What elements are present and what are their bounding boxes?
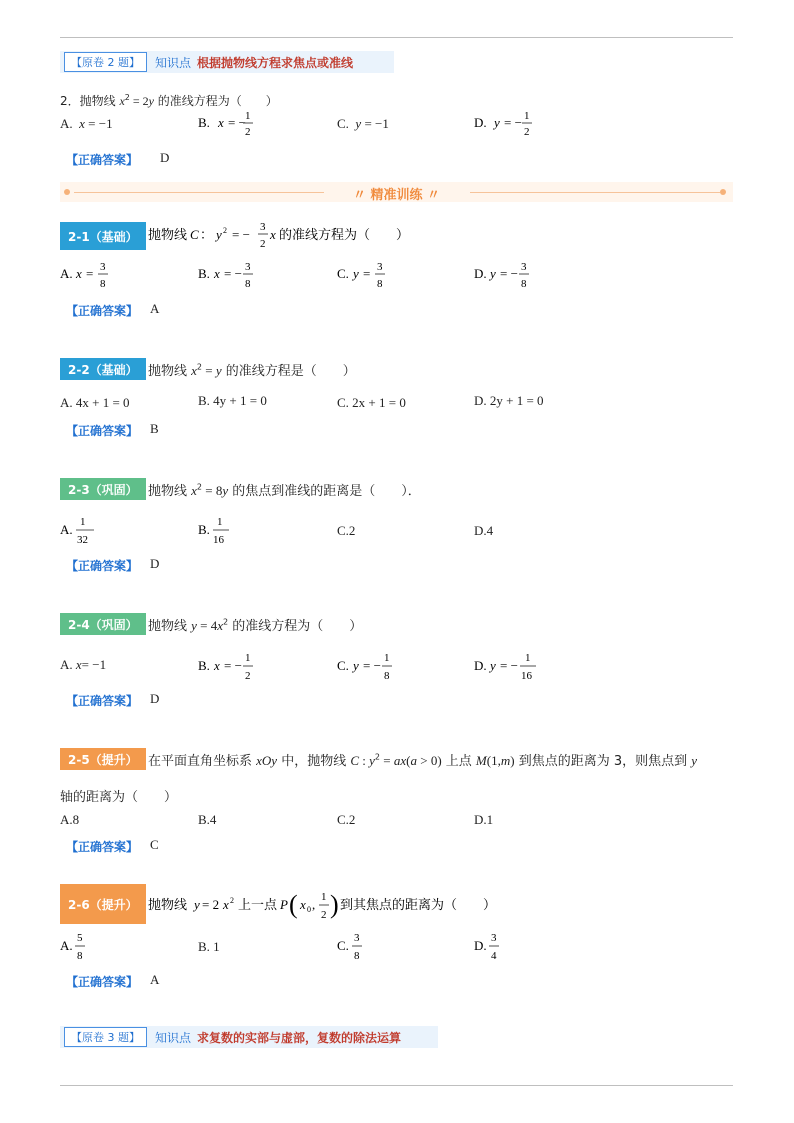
question-stem — [148, 216, 428, 260]
svg-text:8: 8 — [377, 278, 383, 290]
answer-value: A — [150, 972, 160, 987]
answer-value: D — [160, 150, 170, 165]
fraction-svg — [474, 108, 544, 140]
question-stem: 抛物线 $x^2 = 8y$ 的焦点到准线的距离是（ ）． — [148, 482, 421, 499]
answer-value: D — [150, 556, 160, 571]
svg-text:= −: = − — [500, 658, 518, 673]
svg-text:y: y — [216, 227, 222, 242]
original-option-c: C. y = −1 — [337, 116, 389, 131]
svg-text:1: 1 — [524, 110, 530, 122]
svg-text:y: y — [494, 115, 500, 130]
option-a: A.8 — [60, 812, 80, 827]
fraction-svg — [198, 512, 248, 548]
fraction-svg — [198, 648, 268, 684]
svg-text:16: 16 — [521, 670, 532, 682]
bottom-rule — [60, 1085, 733, 1086]
svg-text:x: x — [218, 115, 224, 130]
option-a: A. x= −1 — [60, 657, 107, 672]
svg-text:2: 2 — [321, 909, 327, 921]
answer-label: 【正确答案】 — [66, 153, 139, 167]
option-d — [474, 928, 524, 968]
fraction-svg — [337, 928, 387, 964]
answer-value: A — [150, 301, 160, 316]
svg-text:8: 8 — [77, 950, 83, 962]
svg-text:1: 1 — [245, 110, 251, 122]
option-d: D.4 — [474, 523, 494, 538]
svg-text:2: 2 — [245, 126, 251, 138]
svg-text:C.: C. — [337, 658, 349, 673]
knowledge-point-label: 知识点 — [155, 55, 192, 70]
svg-text:): ) — [330, 890, 339, 919]
svg-text:8: 8 — [354, 950, 360, 962]
svg-text:1: 1 — [525, 652, 531, 664]
option-b: B. 4y + 1 = 0 — [198, 393, 267, 408]
answer-value: D — [150, 691, 160, 706]
svg-text:x: x — [270, 227, 276, 242]
fraction-svg — [198, 108, 268, 140]
svg-text:D.: D. — [474, 266, 487, 281]
option-a — [60, 258, 130, 296]
svg-text:8: 8 — [100, 278, 106, 290]
fraction-svg — [60, 928, 110, 964]
svg-text:3: 3 — [354, 932, 360, 944]
svg-text:=: = — [363, 266, 371, 281]
svg-text:1: 1 — [384, 652, 390, 664]
svg-text:= −: = − — [504, 115, 522, 130]
svg-text:到其焦点的距离为（ ）: 到其焦点的距离为（ ） — [340, 897, 497, 912]
svg-text:x: x — [214, 266, 220, 281]
svg-text:y: y — [490, 266, 496, 281]
svg-text:B.: B. — [198, 115, 210, 130]
stem-svg — [148, 216, 428, 256]
option-a — [60, 512, 110, 552]
svg-text:x: x — [76, 266, 82, 281]
question-stem: 抛物线 $x^2 = y$ 的准线方程是（ ） — [148, 362, 356, 379]
fraction-svg — [60, 512, 110, 548]
original-option-a: A. x = −1 — [60, 116, 113, 131]
svg-text:= 2: = 2 — [202, 897, 220, 912]
svg-text:2: 2 — [230, 896, 234, 905]
svg-text:3: 3 — [377, 261, 383, 273]
svg-text:y: y — [353, 658, 359, 673]
svg-text:8: 8 — [384, 670, 390, 682]
option-b — [198, 258, 268, 296]
answer-value: B — [150, 421, 159, 436]
svg-text:y: y — [490, 658, 496, 673]
svg-text:=: = — [86, 266, 94, 281]
original-option-d — [474, 108, 544, 144]
svg-text:抛物线: 抛物线 — [148, 897, 188, 912]
question-stem-continued: 轴的距离为（ ） — [60, 790, 178, 805]
svg-text:B.: B. — [198, 658, 210, 673]
svg-text:= −: = − — [500, 266, 518, 281]
question-badge: 2-3（巩固） — [60, 478, 146, 500]
svg-text:(: ( — [289, 890, 298, 919]
answer-label: 【正确答案】 — [66, 840, 139, 854]
svg-text:3: 3 — [245, 261, 251, 273]
svg-text:2: 2 — [260, 238, 266, 250]
option-c — [337, 648, 407, 688]
svg-text:= −: = − — [363, 658, 381, 673]
svg-text:抛物线: 抛物线 — [148, 227, 188, 242]
fraction-svg — [474, 258, 544, 292]
svg-text:B.: B. — [198, 522, 210, 537]
svg-text:8: 8 — [521, 278, 527, 290]
option-b — [198, 648, 268, 688]
svg-text:A.: A. — [60, 938, 73, 953]
svg-text:C: C — [190, 227, 199, 242]
svg-text:= −: = − — [228, 115, 246, 130]
svg-text:3: 3 — [521, 261, 527, 273]
svg-text:3: 3 — [260, 221, 266, 233]
svg-text:16: 16 — [213, 534, 224, 546]
answer-label: 【正确答案】 — [66, 975, 139, 989]
svg-text:= −: = − — [232, 227, 250, 242]
option-c — [337, 928, 387, 968]
knowledge-point-topic: 求复数的实部与虚部，复数的除法运算 — [197, 1030, 402, 1045]
answer-label: 【正确答案】 — [66, 694, 139, 708]
top-rule — [60, 37, 733, 38]
option-c: C.2 — [337, 812, 356, 827]
question-badge: 2-1（基础） — [60, 222, 146, 250]
svg-text:C.: C. — [337, 266, 349, 281]
original-option-b — [198, 108, 268, 144]
question-badge: 2-5（提升） — [60, 748, 146, 770]
svg-text:= −: = − — [224, 658, 242, 673]
svg-text:32: 32 — [77, 534, 88, 546]
answer-label: 【正确答案】 — [66, 424, 139, 438]
svg-text:y: y — [194, 897, 200, 912]
original-question-stem: 2．抛物线 $x^2 = 2y$ 的准线方程为（ ） — [60, 93, 278, 108]
option-d: D.1 — [474, 812, 494, 827]
fraction-svg — [198, 258, 268, 292]
svg-text:3: 3 — [491, 932, 497, 944]
section-title: 〃 精准训练 〃 — [352, 188, 441, 203]
svg-text:,: , — [312, 897, 316, 912]
svg-text:4: 4 — [491, 950, 497, 962]
option-b: B. 1 — [198, 939, 220, 954]
question-badge: 2-4（巩固） — [60, 613, 146, 635]
option-d: D. 2y + 1 = 0 — [474, 393, 544, 408]
question-stem — [148, 885, 508, 929]
svg-text:D.: D. — [474, 938, 487, 953]
stem-svg — [148, 885, 508, 925]
svg-text:x: x — [223, 897, 229, 912]
question-stem: 抛物线 $y = 4x^2$ 的准线方程为（ ） — [148, 617, 363, 634]
original-question-tag: 【原卷 2 题】 — [64, 52, 147, 72]
option-b — [198, 512, 248, 552]
svg-text:D.: D. — [474, 658, 487, 673]
svg-text:2: 2 — [524, 126, 530, 138]
option-a — [60, 928, 110, 968]
option-b: B.4 — [198, 812, 217, 827]
svg-text:3: 3 — [100, 261, 106, 273]
knowledge-point-bar — [60, 51, 394, 73]
fraction-svg — [60, 258, 130, 292]
fraction-svg — [337, 258, 407, 292]
option-d — [474, 258, 544, 296]
svg-text:1: 1 — [80, 516, 86, 528]
svg-text:D.: D. — [474, 115, 487, 130]
question-stem: 在平面直角坐标系 xOy 中，抛物线 C : $y^2 = ax(a > 0)$ 上点 M(1,m) 到焦点的距离为 3，则焦点到 y — [148, 752, 698, 769]
fraction-svg — [474, 928, 524, 964]
option-c — [337, 258, 407, 296]
svg-text:1: 1 — [217, 516, 223, 528]
option-c: C.2 — [337, 523, 356, 538]
svg-text:1: 1 — [321, 891, 327, 903]
svg-text:8: 8 — [245, 278, 251, 290]
option-d — [474, 648, 554, 688]
question-badge: 2-2（基础） — [60, 358, 146, 380]
svg-text:B.: B. — [198, 266, 210, 281]
svg-text:1: 1 — [245, 652, 251, 664]
answer-value: C — [150, 837, 159, 852]
original-question-tag: 【原卷 3 题】 — [64, 1027, 147, 1047]
svg-text:C.: C. — [337, 938, 349, 953]
svg-text:2: 2 — [223, 226, 227, 235]
svg-text:A.: A. — [60, 522, 73, 537]
option-c: C. 2x + 1 = 0 — [337, 395, 406, 410]
section-separator — [60, 182, 733, 202]
option-a: A. 4x + 1 = 0 — [60, 395, 130, 410]
fraction-svg — [474, 648, 554, 684]
svg-text:P: P — [280, 897, 288, 912]
knowledge-point-label: 知识点 — [155, 1030, 192, 1045]
fraction-svg — [337, 648, 407, 684]
svg-text:上一点: 上一点 — [238, 897, 278, 912]
svg-text:x: x — [214, 658, 220, 673]
svg-text:A.: A. — [60, 266, 73, 281]
svg-text:x: x — [300, 897, 306, 912]
svg-text:5: 5 — [77, 932, 83, 944]
svg-text:的准线方程为（ ）: 的准线方程为（ ） — [279, 227, 410, 242]
knowledge-point-topic: 根据抛物线方程求焦点或准线 — [197, 55, 354, 70]
svg-text:：: ： — [200, 227, 214, 242]
svg-text:y: y — [353, 266, 359, 281]
svg-text:2: 2 — [245, 670, 251, 682]
answer-label: 【正确答案】 — [66, 559, 139, 573]
svg-text:0: 0 — [307, 905, 311, 914]
answer-label: 【正确答案】 — [66, 304, 139, 318]
question-badge: 2-6（提升） — [60, 884, 146, 924]
knowledge-point-bar — [60, 1026, 438, 1048]
svg-text:= −: = − — [224, 266, 242, 281]
